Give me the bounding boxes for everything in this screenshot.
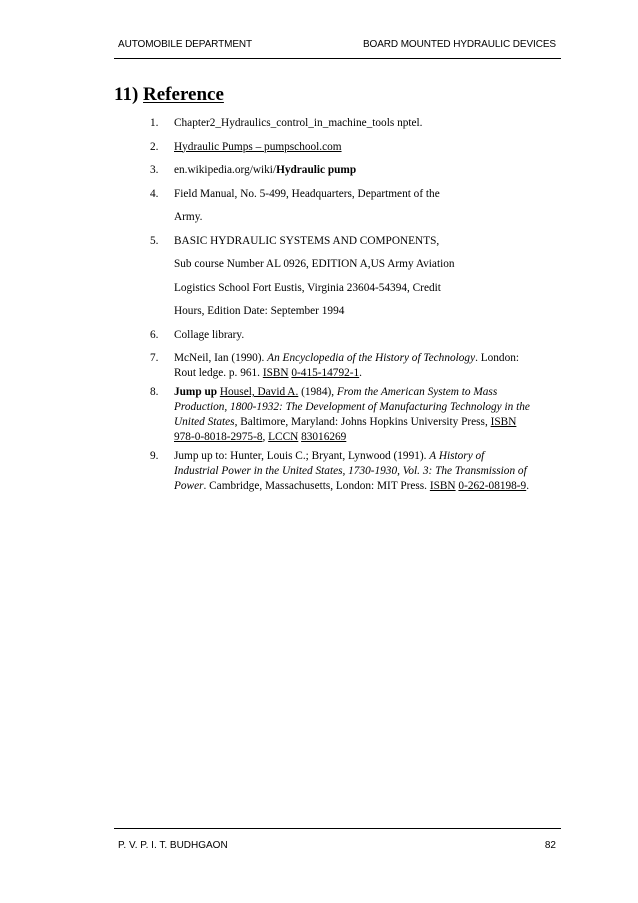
reference-book-title: A History of Industrial Power in the United States, 1730-1930, Vol. 3: The Transmission of Power bbox=[174, 450, 527, 492]
reference-line: Field Manual, No. 5-499, Headquarters, Department of the bbox=[174, 187, 440, 200]
reference-number: 3. bbox=[150, 164, 159, 176]
isbn-link[interactable]: ISBN bbox=[262, 367, 289, 379]
reference-number: 1. bbox=[150, 117, 159, 129]
jump-up-label: Jump up bbox=[174, 386, 218, 398]
footer-rule bbox=[114, 828, 561, 829]
reference-text: Chapter2_Hydraulics_control_in_machine_tools nptel. bbox=[174, 117, 423, 129]
lccn-link[interactable]: LCCN bbox=[268, 431, 299, 443]
reference-item-1 bbox=[150, 112, 530, 136]
isbn-number-link[interactable]: 0-262-08198-9 bbox=[458, 480, 527, 492]
reference-number: 6. bbox=[150, 328, 159, 341]
isbn-number-link[interactable]: 0-415-14792-1 bbox=[291, 367, 360, 379]
section-title bbox=[114, 84, 224, 106]
reference-line: BASIC HYDRAULIC SYSTEMS AND COMPONENTS, bbox=[174, 234, 440, 247]
section-number: 11) bbox=[114, 84, 139, 105]
reference-number: 9. bbox=[150, 450, 159, 462]
reference-publisher: , Baltimore, Maryland: Johns Hopkins University Press, bbox=[234, 416, 491, 428]
reference-link[interactable]: Hydraulic Pumps – pumpschool.com bbox=[174, 140, 342, 153]
isbn-link[interactable]: ISBN bbox=[429, 480, 456, 492]
reference-publisher: . Cambridge, Massachusetts, London: MIT Press. bbox=[203, 480, 430, 492]
reference-number: 4. bbox=[150, 187, 159, 200]
reference-number: 5. bbox=[150, 234, 159, 247]
reference-item-2 bbox=[150, 136, 530, 160]
reference-item-9: 9. Jump up to: Hunter, Louis C.; Bryant, Lynwood (1991). A History of Industrial Power in the United States, 1730-1930, Vol. 3: The Transmission of Power. Cambridge, Massachusetts, London: MIT Press. ISBN 0-262-08198-9. bbox=[150, 450, 530, 492]
section-title-text: Reference bbox=[143, 84, 224, 105]
reference-item-7: 7. McNeil, Ian (1990). An Encyclopedia of the History of Technology. London: Rout ledge. p. 961. ISBN 0-415-14792-1. bbox=[150, 352, 520, 379]
reference-line: Hours, Edition Date: September 1994 bbox=[174, 305, 345, 317]
reference-publisher: . London: Rout ledge. p. 961. bbox=[174, 352, 520, 379]
reference-url: en.wikipedia.org/wiki/ bbox=[174, 164, 277, 176]
reference-book-title: An Encyclopedia of the History of Technology bbox=[267, 352, 476, 364]
reference-number: 8. bbox=[150, 386, 159, 398]
reference-text: Collage library. bbox=[174, 328, 245, 341]
reference-author: McNeil, Ian (1990). bbox=[174, 352, 268, 364]
reference-item-6 bbox=[150, 324, 530, 348]
page-number: 82 bbox=[544, 840, 556, 851]
reference-author: Jump up to: Hunter, Louis C.; Bryant, Lynwood (1991). bbox=[174, 450, 430, 462]
reference-number: 7. bbox=[150, 352, 159, 364]
reference-list bbox=[150, 112, 530, 494]
isbn-number-link[interactable]: 978-0-8018-2975-8 bbox=[174, 431, 263, 443]
reference-item-5 bbox=[150, 230, 530, 324]
reference-line: Army. bbox=[174, 211, 203, 223]
reference-item-3 bbox=[150, 159, 530, 183]
footer-institute: P. V. P. I. T. BUDHGAON bbox=[118, 840, 228, 851]
header-document-title: BOARD MOUNTED HYDRAULIC DEVICES bbox=[362, 39, 556, 50]
header-rule bbox=[114, 58, 561, 59]
reference-book-title: From the American System to Mass Production, 1800-1932: The Development of Manufacturing Technology in the United States bbox=[174, 386, 530, 428]
author-link[interactable]: Housel, David A. bbox=[219, 386, 299, 398]
reference-url-bold: Hydraulic pump bbox=[276, 164, 357, 176]
reference-item-8: 8. Jump up Housel, David A. (1984), From the American System to Mass Production, 1800-1932: The Development of Manufacturing Technology in the United States, Baltimore, Maryland: Johns Hopkins University Press, ISBN 978-0-8018-2975-8, LCCN 83016269 bbox=[150, 386, 530, 443]
reference-item-4 bbox=[150, 183, 530, 230]
lccn-number-link[interactable]: 83016269 bbox=[301, 431, 347, 443]
reference-line: Sub course Number AL 0926, EDITION A,US Army Aviation bbox=[174, 258, 455, 270]
reference-year: (1984), bbox=[298, 386, 337, 398]
reference-number: 2. bbox=[150, 140, 159, 153]
reference-line: Logistics School Fort Eustis, Virginia 23604-54394, Credit bbox=[174, 281, 441, 294]
header-department: AUTOMOBILE DEPARTMENT bbox=[118, 39, 253, 50]
isbn-link[interactable]: ISBN bbox=[490, 416, 517, 428]
